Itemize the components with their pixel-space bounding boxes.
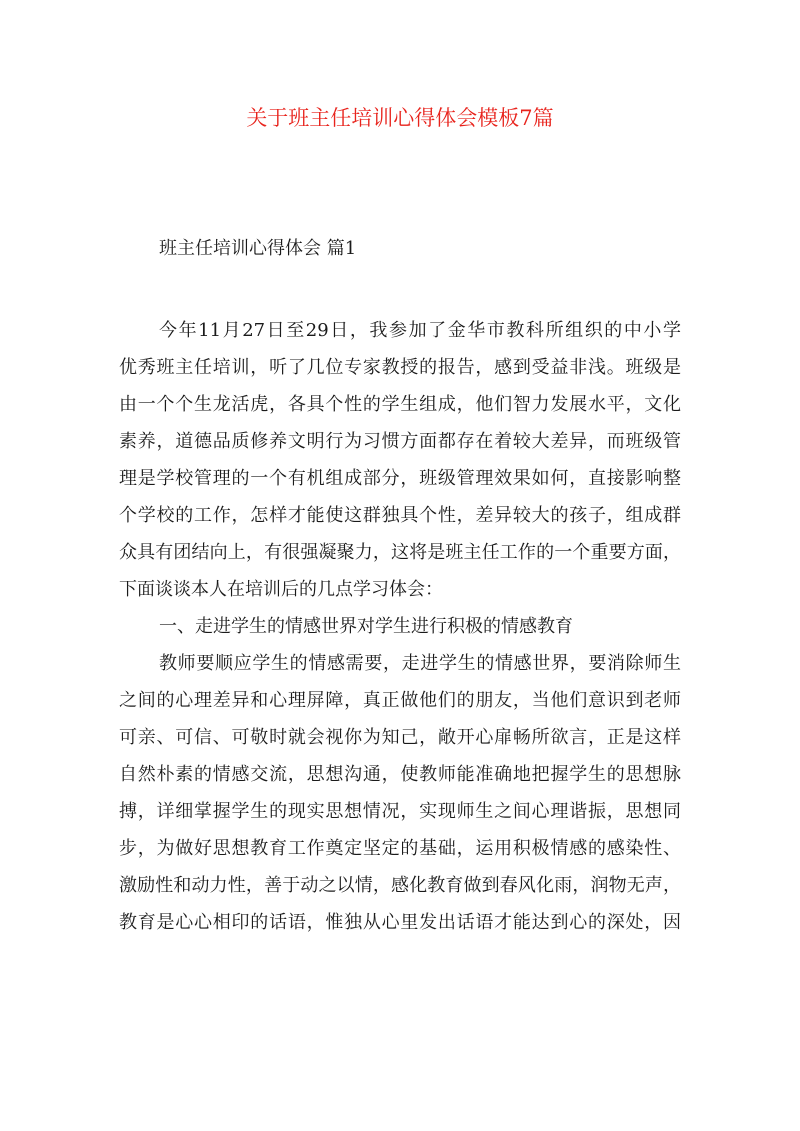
paragraph-line: 今年11月27日至29日，我参加了金华市教科所组织的中小学	[159, 320, 681, 341]
paragraph-line: 自然朴素的情感交流，思想沟通，使教师能准确地把握学生的思想脉	[119, 764, 681, 785]
paragraph-line: 教育是心心相印的话语，惟独从心里发出话语才能达到心的深处，因	[119, 912, 681, 933]
paragraph-line: 激励性和动力性，善于动之以情，感化教育做到春风化雨，润物无声，	[119, 875, 681, 896]
paragraph-line: 素养，道德品质修养文明行为习惯方面都存在着较大差异，而班级管	[119, 431, 681, 452]
paragraph-line: 优秀班主任培训，听了几位专家教授的报告，感到受益非浅。班级是	[119, 357, 681, 378]
paragraph-line: 搏，详细掌握学生的现实思想情况，实现师生之间心理谐振，思想同	[119, 801, 681, 822]
paragraph-line: 之间的心理差异和心理屏障，真正做他们的朋友，当他们意识到老师	[119, 690, 681, 711]
paragraph-line: 可亲、可信、可敬时就会视你为知己，敞开心扉畅所欲言，正是这样	[119, 727, 681, 748]
subheading: 一、走进学生的情感世界对学生进行积极的情感教育	[159, 616, 573, 637]
paragraph-line: 下面谈谈本人在培训后的几点学习体会：	[119, 579, 443, 600]
paragraph-line: 由一个个生龙活虎，各具个性的学生组成，他们智力发展水平，文化	[119, 394, 681, 415]
paragraph-line: 教师要顺应学生的情感需要，走进学生的情感世界，要消除师生	[159, 653, 681, 674]
document-title: 关于班主任培训心得体会模板7篇	[246, 106, 554, 130]
paragraph-line: 步，为做好思想教育工作奠定坚定的基础，运用积极情感的感染性、	[119, 838, 681, 859]
section-heading: 班主任培训心得体会 篇1	[159, 238, 357, 259]
paragraph-line: 个学校的工作，怎样才能使这群独具个性，差异较大的孩子，组成群	[119, 505, 681, 526]
paragraph-line: 理是学校管理的一个有机组成部分，班级管理效果如何，直接影响整	[119, 468, 681, 489]
paragraph-line: 众具有团结向上，有很强凝聚力，这将是班主任工作的一个重要方面，	[119, 542, 681, 563]
